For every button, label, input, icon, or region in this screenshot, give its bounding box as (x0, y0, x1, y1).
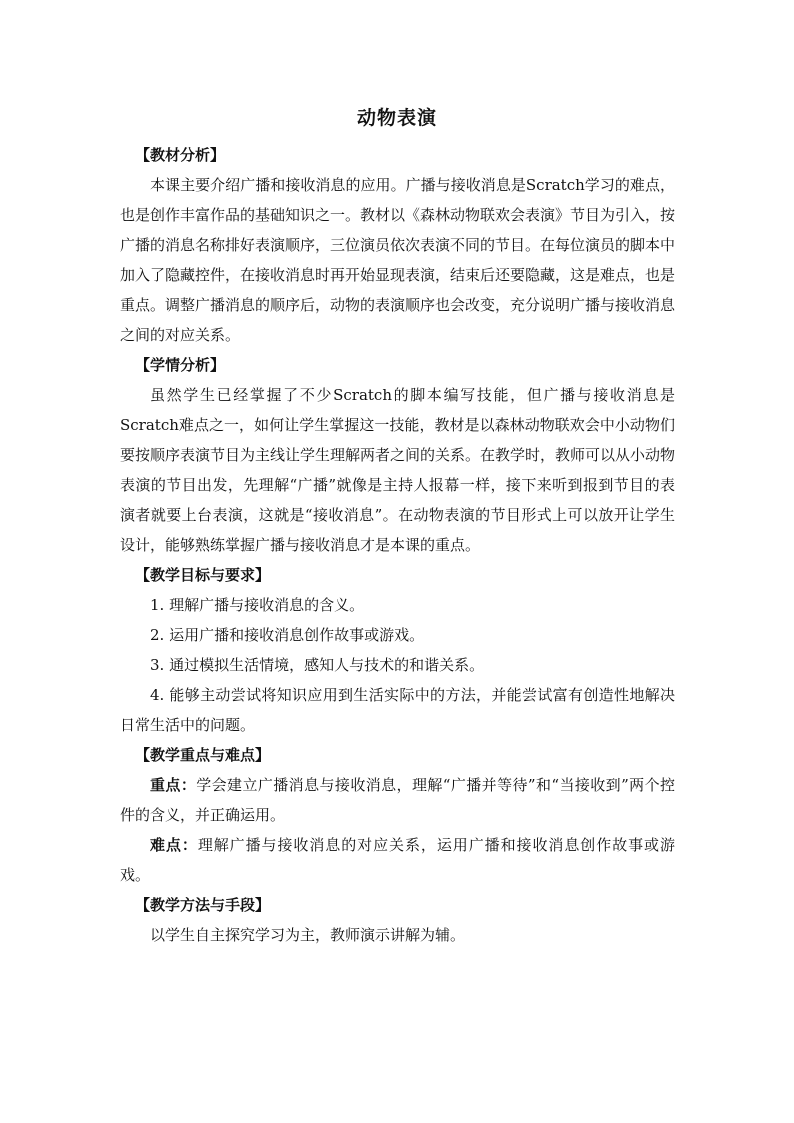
paragraph-analysis: 本课主要介绍广播和接收消息的应用。广播与接收消息是Scratch学习的难点，也是创作丰富作品的基础知识之一。教材以《森林动物联欢会表演》节目为引入，按广播的消息名称排好表演顺序，三位演员依次表演不同的节目。在每位演员的脚本中加入了隐藏控件，在接收消息时再开始显现表演，结束后还要隐藏，这是难点，也是重点。调整广播消息的顺序后，动物的表演顺序也会改变，充分说明广播与接收消息之间的对应关系。 (120, 176, 676, 344)
heading-methods: 【教学方法与手段】 (135, 896, 271, 914)
difficulty-text: 理解广播与接收消息的对应关系，运用广播和接收消息创作故事或游戏。 (120, 836, 675, 884)
goal-item-2: 2. 运用广播和接收消息创作故事或游戏。 (150, 626, 425, 644)
document-title: 动物表演 (356, 107, 437, 129)
paragraph-focus (120, 770, 675, 830)
focus-text: 学会建立广播消息与接收消息，理解“广播并等待”和“当接收到”两个控件的含义，并正确运用。 (120, 776, 675, 824)
goal-item-1: 1. 理解广播与接收消息的含义。 (150, 596, 365, 614)
paragraph-difficulty (120, 830, 675, 890)
heading-students: 【学情分析】 (135, 356, 226, 374)
difficulty-label: 难点： (150, 836, 198, 854)
goal-item-3: 3. 通过模拟生活情境，感知人与技术的和谐关系。 (150, 656, 485, 674)
document-body (120, 140, 675, 950)
paragraph-methods: 以学生自主探究学习为主，教师演示讲解为辅。 (150, 926, 466, 944)
goal-item-4: 4. 能够主动尝试将知识应用到生活实际中的方法，并能尝试富有创造性地解决日常生活中的问题。 (120, 686, 675, 734)
paragraph-students: 虽然学生已经掌握了不少Scratch的脚本编写技能，但广播与接收消息是Scratch难点之一，如何让学生掌握这一技能，教材是以森林动物联欢会中小动物们要按顺序表演节目为主线让学生理解两者之间的关系。在教学时，教师可以从小动物表演的节目出发，先理解“广播”就像是主持人报幕一样，接下来听到报到节目的表演者就要上台表演，这就是“接收消息”。在动物表演的节目形式上可以放开让学生设计，能够熟练掌握广播与接收消息才是本课的重点。 (120, 386, 676, 554)
heading-keypoints: 【教学重点与难点】 (135, 746, 271, 764)
focus-label: 重点： (150, 776, 197, 794)
heading-analysis: 【教材分析】 (135, 146, 226, 164)
heading-goals: 【教学目标与要求】 (135, 566, 271, 584)
